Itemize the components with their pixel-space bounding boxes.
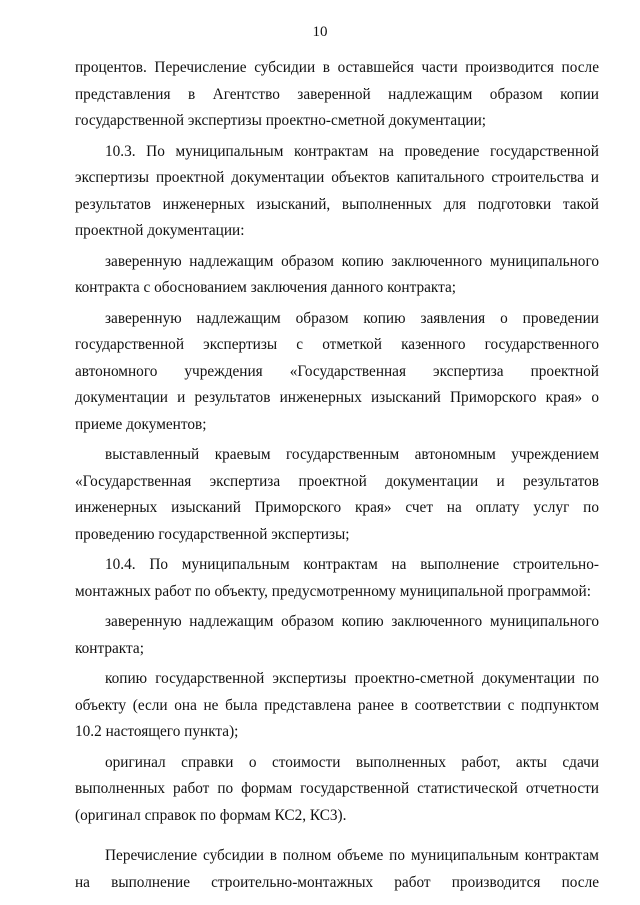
- paragraph-item: копию государственной экспертизы проектно-сметной документации по объекту (если она не была представлена ранее в соответствии с подпунктом 10.2 настоящего пункта);: [75, 670, 599, 740]
- paragraph-item: оригинал справки о стоимости выполненных работ, акты сдачи выполненных работ по формам государственной статистической отчетности (оригинал справок по формам КС2, КС3).: [75, 753, 599, 824]
- paragraph-item: заверенную надлежащим образом копию заключенного муниципального контракта;: [75, 613, 599, 657]
- document-body: [75, 55, 599, 900]
- paragraph-10-3: 10.3. По муниципальным контрактам на проведение государственной экспертизы проектной документации объектов капитального строительства и результатов инженерных изысканий, выполненных для подготовки такой проектной документации:: [75, 142, 599, 239]
- paragraph-item: заверенную надлежащим образом копию заключенного муниципального контракта с обоснованием заключения данного контракта;: [75, 252, 599, 296]
- paragraph-10-4: 10.4. По муниципальным контрактам на выполнение строительно-монтажных работ по объекту, предусмотренному муниципальной программой:: [75, 556, 599, 600]
- paragraph-transfer: Перечисление субсидии в полном объеме по муниципальным контрактам на выполнение строительно-монтажных работ производится после: [75, 847, 599, 891]
- paragraph-item: заверенную надлежащим образом копию заявления о проведении государственной экспертизы с отметкой казенного государственного автономного учреждения «Государственная экспертиза проектной документации и результатов инженерных изысканий Приморского края» о приеме документов;: [75, 309, 599, 433]
- paragraph-continuation: процентов. Перечисление субсидии в оставшейся части производится после представления в Агентство заверенной надлежащим образом копии государственной экспертизы проектно-сметной документации;: [75, 59, 599, 129]
- page-number: 10: [312, 24, 328, 40]
- paragraph-item: выставленный краевым государственным автономным учреждением «Государственная экспертиза проектной документации и результатов инженерных изысканий Приморского края» счет на оплату услуг по проведению государственной экспертизы;: [75, 446, 599, 543]
